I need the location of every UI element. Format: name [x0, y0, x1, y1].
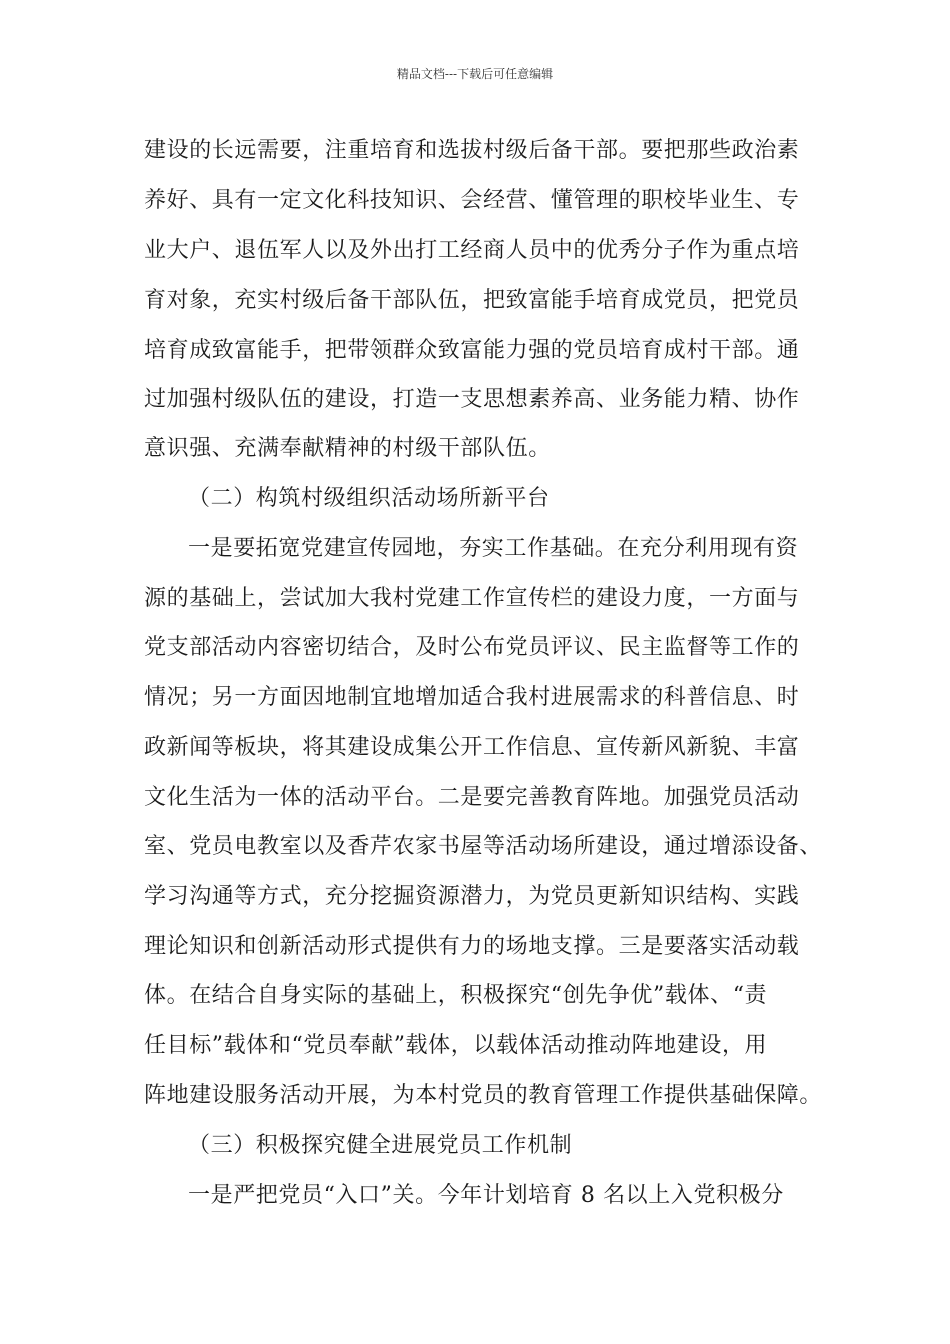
- text-line: 育对象，充实村级后备干部队伍，把致富能手培育成党员，把党员: [144, 288, 800, 313]
- text-line: 阵地建设服务活动开展，为本村党员的教育管理工作提供基础保障。: [144, 1083, 823, 1108]
- section-heading: （二）构筑村级组织活动场所新平台: [188, 486, 550, 511]
- text-line: 建设的长远需要，注重培育和选拔村级后备干部。要把那些政治素: [144, 138, 800, 163]
- text-line: 培育成致富能手，把带领群众致富能力强的党员培育成村干部。通: [144, 338, 800, 363]
- text-line: 室、党员电教室以及香芹农家书屋等活动场所建设，通过增添设备、: [144, 834, 823, 859]
- text-line: 党支部活动内容密切结合，及时公布党员评议、民主监督等工作的: [144, 635, 800, 660]
- text-line: 养好、具有一定文化科技知识、会经营、懂管理的职校毕业生、专: [144, 188, 800, 213]
- text-line: 过加强村级队伍的建设，打造一支思想素养高、业务能力精、协作: [144, 387, 800, 412]
- text-line: 一是严把党员“入口”关。今年计划培育 8 名以上入党积极分: [188, 1183, 784, 1208]
- page-header: 精品文档---下载后可任意编辑: [396, 67, 554, 81]
- text-line: 体。在结合自身实际的基础上，积极探究“创先争优”载体、“责: [144, 983, 768, 1008]
- text-line: 文化生活为一体的活动平台。二是要完善教育阵地。加强党员活动: [144, 785, 800, 810]
- text-line: 任目标”载体和“党员奉献”载体，以载体活动推动阵地建设，用: [144, 1033, 768, 1058]
- section-heading: （三）积极探究健全进展党员工作机制: [188, 1133, 573, 1158]
- text-line: 意识强、充满奉献精神的村级干部队伍。: [144, 436, 551, 461]
- text-line: 源的基础上，尝试加大我村党建工作宣传栏的建设力度，一方面与: [144, 586, 800, 611]
- text-line: 学习沟通等方式，充分挖掘资源潜力，为党员更新知识结构、实践: [144, 884, 800, 909]
- text-line: 情况；另一方面因地制宜地增加适合我村进展需求的科普信息、时: [144, 685, 800, 710]
- text-line: 政新闻等板块，将其建设成集公开工作信息、宣传新风新貌、丰富: [144, 735, 800, 760]
- text-line: 一是要拓宽党建宣传园地，夯实工作基础。在充分利用现有资: [188, 536, 799, 561]
- text-line: 理论知识和创新活动形式提供有力的场地支撑。三是要落实活动载: [144, 934, 800, 959]
- text-line: 业大户、退伍军人以及外出打工经商人员中的优秀分子作为重点培: [144, 238, 800, 263]
